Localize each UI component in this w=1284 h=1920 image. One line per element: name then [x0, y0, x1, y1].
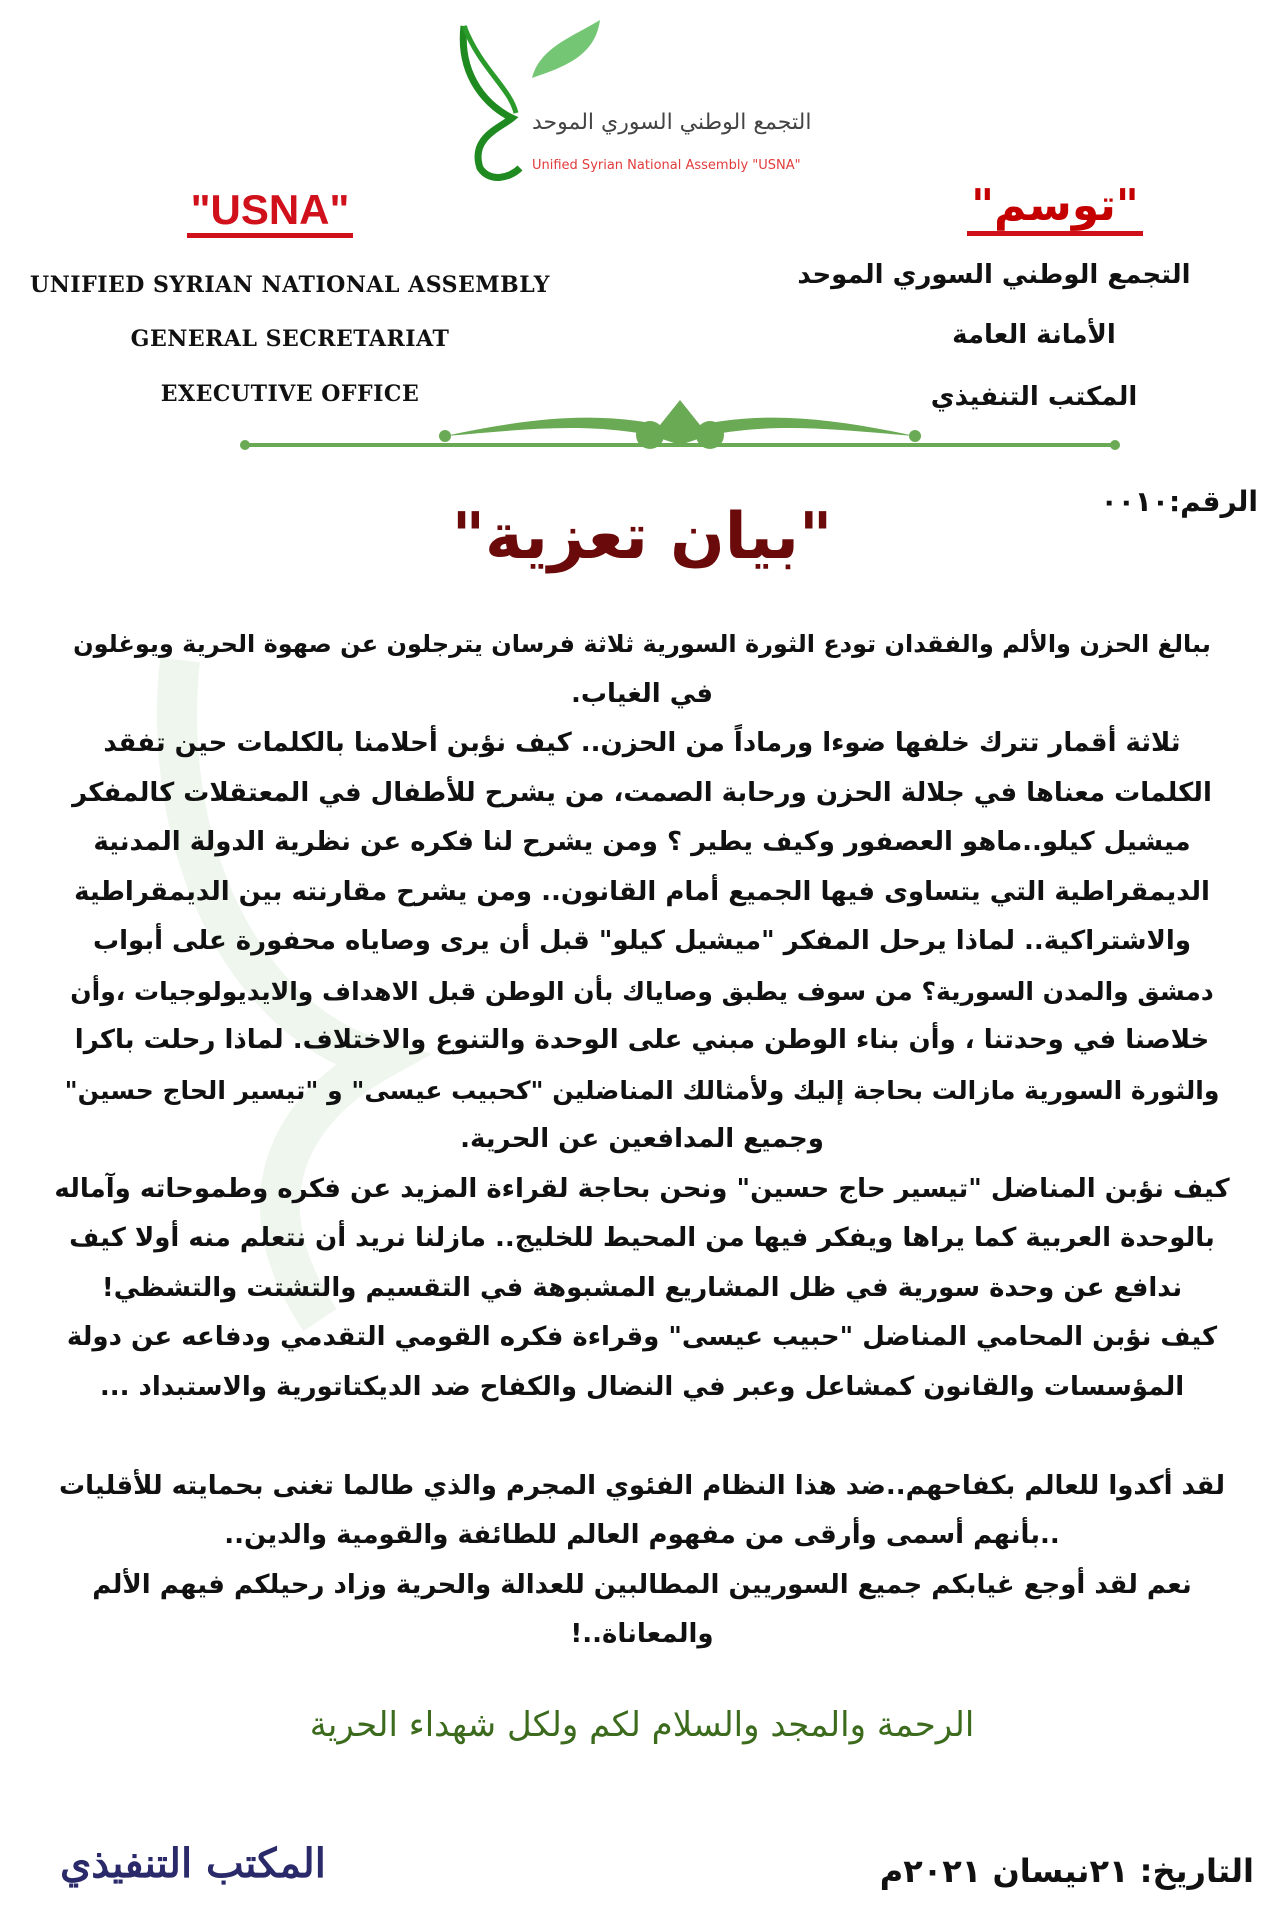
logo-arabic-text: التجمع الوطني السوري الموحد	[532, 110, 812, 135]
office-english: EXECUTIVE OFFICE	[160, 381, 420, 407]
body-line: نعم لقد أوجع غيابكم جميع السوريين المطالبين للعدالة والحرية وزاد رحيلكم فيهم الألم	[92, 1569, 1192, 1600]
body-line: ثلاثة أقمار تترك خلفها ضوءا ورماداً من الحزن.. كيف نؤبن أحلامنا بالكلمات حين تفقد	[103, 728, 1181, 758]
statement-title: "بيان تعزية"	[451, 500, 833, 574]
statement-body	[50, 620, 1234, 1660]
body-line: في الغياب.	[570, 678, 714, 709]
body-line: لقد أكدوا للعالم بكفاحهم..ضد هذا النظام الفئوي المجرم والذي طالما تغنى بحمايته للأقليات	[58, 1470, 1226, 1501]
secretariat-english: GENERAL SECRETARIAT	[130, 326, 450, 352]
logo-english-text: Unified Syrian National Assembly "USNA"	[532, 158, 801, 173]
body-line: ندافع عن وحدة سورية في ظل المشاريع المشبوهة في التقسيم والتشتت والتشظي!	[101, 1272, 1183, 1303]
signature: المكتب التنفيذي	[60, 1840, 326, 1887]
tawsam-acronym: "توسم"	[955, 180, 1155, 231]
org-name-english: UNIFIED SYRIAN NATIONAL ASSEMBLY	[30, 272, 550, 298]
paragraph-gap	[50, 1412, 1234, 1462]
body-line: بالوحدة العربية كما يراها ويفكر فيها من المحيط للخليج.. مازلنا نريد أن نتعلم منه أولا كيف	[69, 1223, 1215, 1253]
organization-logo	[450, 18, 850, 188]
secretariat-arabic: الأمانة العامة	[952, 320, 1116, 350]
body-line: الديمقراطية التي يتساوى فيها الجميع أمام القانون.. ومن يشرح مقارنته بين الديمقراطية	[74, 876, 1210, 907]
body-line: والمعاناة..!	[570, 1619, 714, 1649]
body-line: ببالغ الحزن والألم والفقدان تودع الثورة السورية ثلاثة فرسان يترجلون عن صهوة الحرية ويوغلون	[73, 630, 1211, 658]
statement-date: التاريخ: ٢١نيسان ٢٠٢١م	[879, 1852, 1254, 1890]
body-line: دمشق والمدن السورية؟ من سوف يطبق وصاياك بأن الوطن قبل الاهداف والايديولوجيات ،وأن	[70, 976, 1214, 1006]
body-line: ميشيل كيلو..ماهو العصفور وكيف يطير ؟ ومن يشرح لنا فكره عن نظرية الدولة المدنية	[93, 827, 1191, 857]
body-line: ..بأنهم أسمى وأرقى من مفهوم العالم للطائفة والقومية والدين..	[224, 1520, 1060, 1550]
ornament-divider	[240, 400, 1120, 460]
reference-number: الرقم:٠٠١٠	[1100, 485, 1258, 518]
body-line: كيف نؤبن المحامي المناضل "حبيب عيسى" وقراءة فكره القومي التقدمي ودفاعه عن دولة	[66, 1322, 1218, 1352]
usna-acronym: "USNA"	[150, 186, 390, 234]
body-line: المؤسسات والقانون كمشاعل وعبر في النضال والكفاح ضد الديكتاتورية والاستبداد ...	[99, 1371, 1185, 1402]
body-line: كيف نؤبن المناضل "تيسير حاج حسين" ونحن بحاجة لقراءة المزيد عن فكره وطموحاته وآماله	[54, 1173, 1230, 1204]
org-name-arabic: التجمع الوطني السوري الموحد	[797, 260, 1191, 290]
body-line: والثورة السورية مازالت بحاجة إليك ولأمثالك المناضلين "كحبيب عيسى" و "تيسير الحاج حسين"	[64, 1075, 1220, 1105]
closing-prayer: الرحمة والمجد والسلام لكم ولكل شهداء الحرية	[309, 1705, 975, 1745]
body-line: والاشتراكية.. لماذا يرحل المفكر "ميشيل كيلو" قبل أن يرى وصاياه محفورة على أبواب	[92, 926, 1191, 956]
body-line: خلاصنا في وحدتنا ، وأن بناء الوطن مبني على الوحدة والتنوع والاختلاف. لماذا رحلت باكرا	[74, 1025, 1210, 1055]
body-line: الكلمات معناها في جلالة الحزن ورحابة الصمت، من يشرح للأطفال في المعتقلات كالمفكر	[72, 777, 1212, 808]
office-arabic: المكتب التنفيذي	[930, 382, 1138, 412]
body-line: وجميع المدافعين عن الحرية.	[460, 1124, 824, 1154]
